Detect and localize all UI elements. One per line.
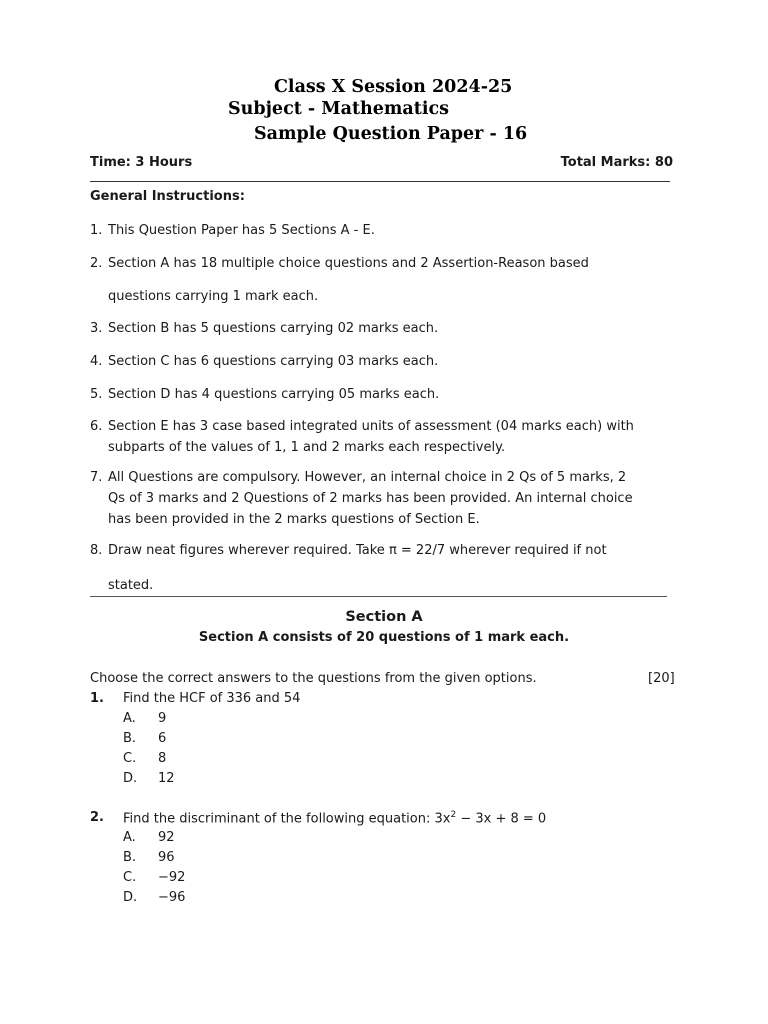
- option-value: 96: [158, 850, 175, 865]
- instruction-text: This Question Paper has 5 Sections A - E.: [108, 223, 375, 238]
- option: [123, 771, 175, 786]
- instruction-item: [90, 318, 690, 339]
- instruction-item: [90, 416, 690, 458]
- instruction-item: [90, 253, 690, 274]
- choose-instruction: Choose the correct answers to the questions from the given options.: [90, 671, 537, 686]
- instruction-text: All Questions are compulsory. However, an internal choice in 2 Qs of 5 marks, 2: [108, 470, 627, 485]
- instruction-number: 2.: [90, 256, 103, 271]
- instruction-item-continued: [90, 575, 690, 596]
- question-number: 2.: [90, 810, 104, 825]
- title-class-session: Class X Session 2024-25: [274, 77, 513, 97]
- instruction-text: questions carrying 1 mark each.: [108, 289, 319, 304]
- instruction-text: Section B has 5 questions carrying 02 marks each.: [108, 321, 439, 336]
- instruction-item-continued: [90, 286, 690, 307]
- question-text: Find the HCF of 336 and 54: [123, 691, 301, 706]
- instruction-number: 6.: [90, 419, 103, 434]
- option-label: C.: [123, 870, 137, 885]
- option-value: 9: [158, 711, 167, 726]
- question-text-part: Find the discriminant of the following equation: 3x: [123, 811, 451, 827]
- instruction-text: Section C has 6 questions carrying 03 marks each.: [108, 354, 439, 369]
- instruction-number: 8.: [90, 543, 103, 558]
- instruction-text: stated.: [108, 578, 154, 593]
- option: [123, 751, 166, 766]
- option-label: A.: [123, 830, 136, 845]
- total-marks-label: Total Marks: 80: [560, 155, 673, 170]
- option: [123, 711, 166, 726]
- instruction-item: [90, 351, 690, 372]
- instruction-item: [90, 384, 690, 405]
- instruction-text: Section D has 4 questions carrying 05 marks each.: [108, 387, 440, 402]
- header-divider: [90, 181, 670, 182]
- instruction-number: 5.: [90, 387, 103, 402]
- instruction-item: [90, 467, 690, 530]
- option-label: B.: [123, 850, 137, 865]
- option: [123, 890, 185, 905]
- instructions-divider: [90, 596, 667, 597]
- instruction-item: [90, 220, 690, 241]
- question-text-part: − 3x + 8 = 0: [456, 811, 547, 827]
- option-value: 8: [158, 751, 167, 766]
- instruction-item: [90, 540, 690, 561]
- question-text: [123, 810, 546, 826]
- question-number: 1.: [90, 691, 104, 706]
- exponent: 2: [450, 810, 457, 820]
- instruction-text: subparts of the values of 1, 1 and 2 marks each respectively.: [108, 440, 506, 455]
- option-label: A.: [123, 711, 136, 726]
- option: [123, 850, 175, 865]
- instruction-number: 7.: [90, 470, 103, 485]
- section-a-subtitle: Section A consists of 20 questions of 1 mark each.: [198, 630, 570, 645]
- option-value: 92: [158, 830, 175, 845]
- option-value: −96: [158, 890, 186, 905]
- instruction-text: has been provided in the 2 marks questions of Section E.: [108, 512, 480, 527]
- instruction-text: Section A has 18 multiple choice questions and 2 Assertion-Reason based: [108, 256, 589, 271]
- instructions-heading: General Instructions:: [90, 189, 245, 204]
- option-label: B.: [123, 731, 137, 746]
- option-label: D.: [123, 771, 138, 786]
- title-paper: Sample Question Paper - 16: [254, 124, 528, 144]
- option-label: C.: [123, 751, 137, 766]
- option: [123, 830, 175, 845]
- option: [123, 731, 166, 746]
- instruction-number: 3.: [90, 321, 103, 336]
- instruction-text: Draw neat figures wherever required. Take π = 22/7 wherever required if not: [108, 543, 607, 558]
- option-value: 12: [158, 771, 175, 786]
- option-value: 6: [158, 731, 167, 746]
- instruction-number: 4.: [90, 354, 103, 369]
- instruction-number: 1.: [90, 223, 103, 238]
- time-label: Time: 3 Hours: [90, 155, 193, 170]
- option-label: D.: [123, 890, 138, 905]
- instruction-text: Section E has 3 case based integrated units of assessment (04 marks each) with: [108, 419, 634, 434]
- title-subject: Subject - Mathematics: [228, 99, 449, 119]
- option-value: −92: [158, 870, 186, 885]
- section-marks: [20]: [648, 671, 675, 686]
- instruction-text: Qs of 3 marks and 2 Questions of 2 marks has been provided. An internal choice: [108, 491, 633, 506]
- option: [123, 870, 185, 885]
- section-a-title: Section A: [345, 609, 423, 625]
